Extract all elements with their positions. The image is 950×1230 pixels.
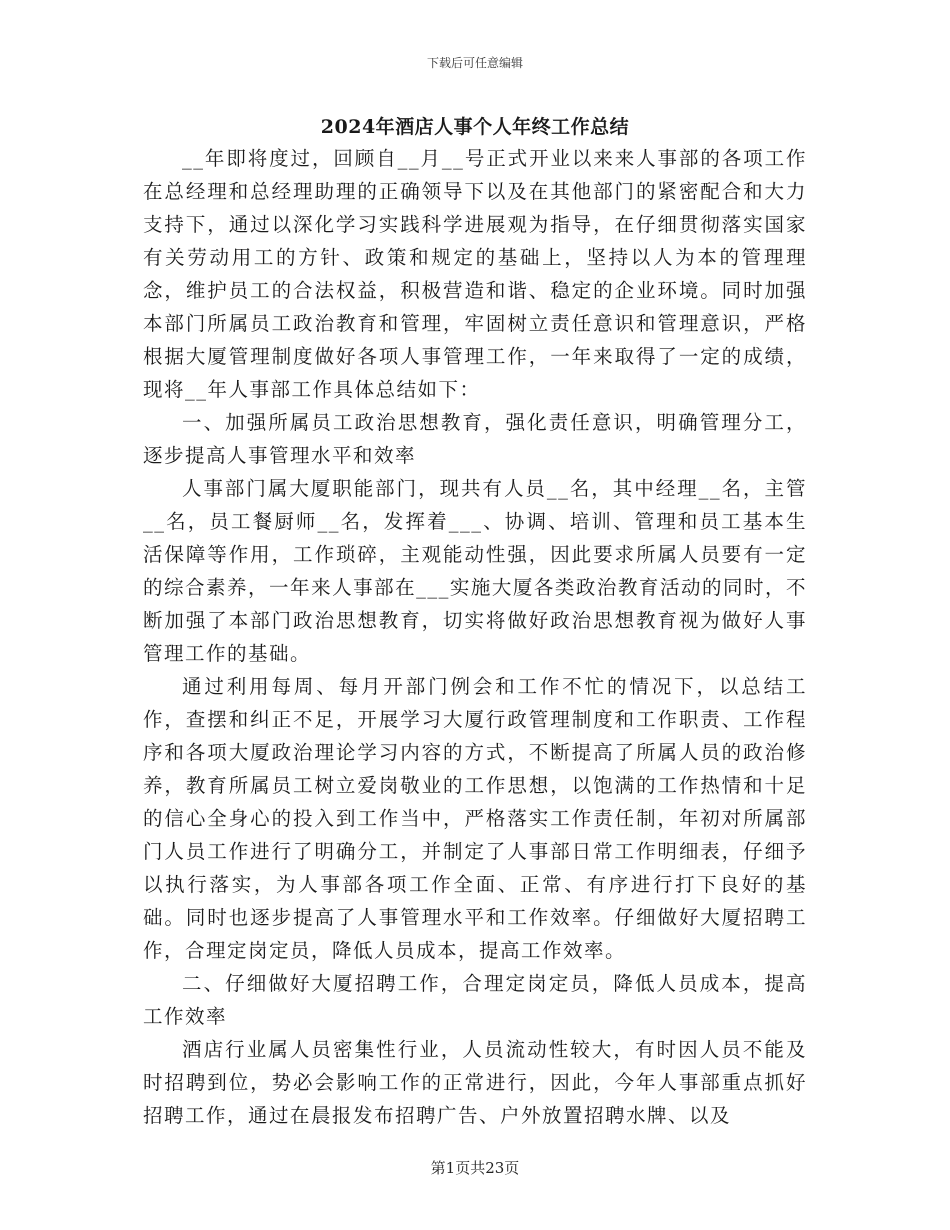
paragraph-section-2-a: 酒店行业属人员密集性行业，人员流动性较大，有时因人员不能及时招聘到位，势必会影响工作的正常进行，因此，今年人事部重点抓好招聘工作，通过在晨报发布招聘广告、户外放置招聘水牌、以及 — [143, 1038, 807, 1127]
document-body — [143, 142, 807, 1132]
section-heading-2: 二、仔细做好大厦招聘工作，合理定岗定员，降低人员成本，提高工作效率 — [143, 972, 807, 1028]
paragraph-section-1-b: 通过利用每周、每月开部门例会和工作不忙的情况下，以总结工作，查摆和纠正不足，开展学习大厦行政管理制度和工作职责、工作程序和各项大厦政治理论学习内容的方式，不断提高了所属人员的政治修养，教育所属员工树立爱岗敬业的工作思想，以饱满的工作热情和十足的信心全身心的投入到工作当中，严格落实工作责任制，年初对所属部门人员工作进行了明确分工，并制定了人事部日常工作明细表，仔细予以执行落实，为人事部各项工作全面、正常、有序进行打下良好的基础。同时也逐步提高了人事管理水平和工作效率。仔细做好大厦招聘工作，合理定岗定员，降低人员成本，提高工作效率。 — [143, 675, 807, 962]
document-title: 2024年酒店人事个人年终工作总结 — [320, 116, 630, 138]
section-heading-1: 一、加强所属员工政治思想教育，强化责任意识，明确管理分工，逐步提高人事管理水平和效率 — [143, 411, 807, 467]
paragraph-intro: __年即将度过，回顾自__月__号正式开业以来来人事部的各项工作在总经理和总经理助理的正确领导下以及在其他部门的紧密配合和大力支持下，通过以深化学习实践科学进展观为指导，在仔细贯彻落实国家有关劳动用工的方针、政策和规定的基础上，坚持以人为本的管理理念，维护员工的合法权益，积极营造和谐、稳定的企业环境。同时加强本部门所属员工政治教育和管理，牢固树立责任意识和管理意识，严格根据大厦管理制度做好各项人事管理工作，一年来取得了一定的成绩，现将__年人事部工作具体总结如下： — [143, 147, 807, 401]
header-note: 下载后可任意编辑 — [426, 56, 523, 70]
page-number: 第1页共23页 — [430, 1159, 520, 1177]
paragraph-section-1-a: 人事部门属大厦职能部门，现共有人员__名，其中经理__名，主管__名，员工餐厨师__名，发挥着___、协调、培训、管理和员工基本生活保障等作用，工作琐碎，主观能动性强，因此要求所属人员要有一定的综合素养，一年来人事部在___实施大厦各类政治教育活动的同时，不断加强了本部门政治思想教育，切实将做好政治思想教育视为做好人事管理工作的基础。 — [143, 477, 807, 665]
